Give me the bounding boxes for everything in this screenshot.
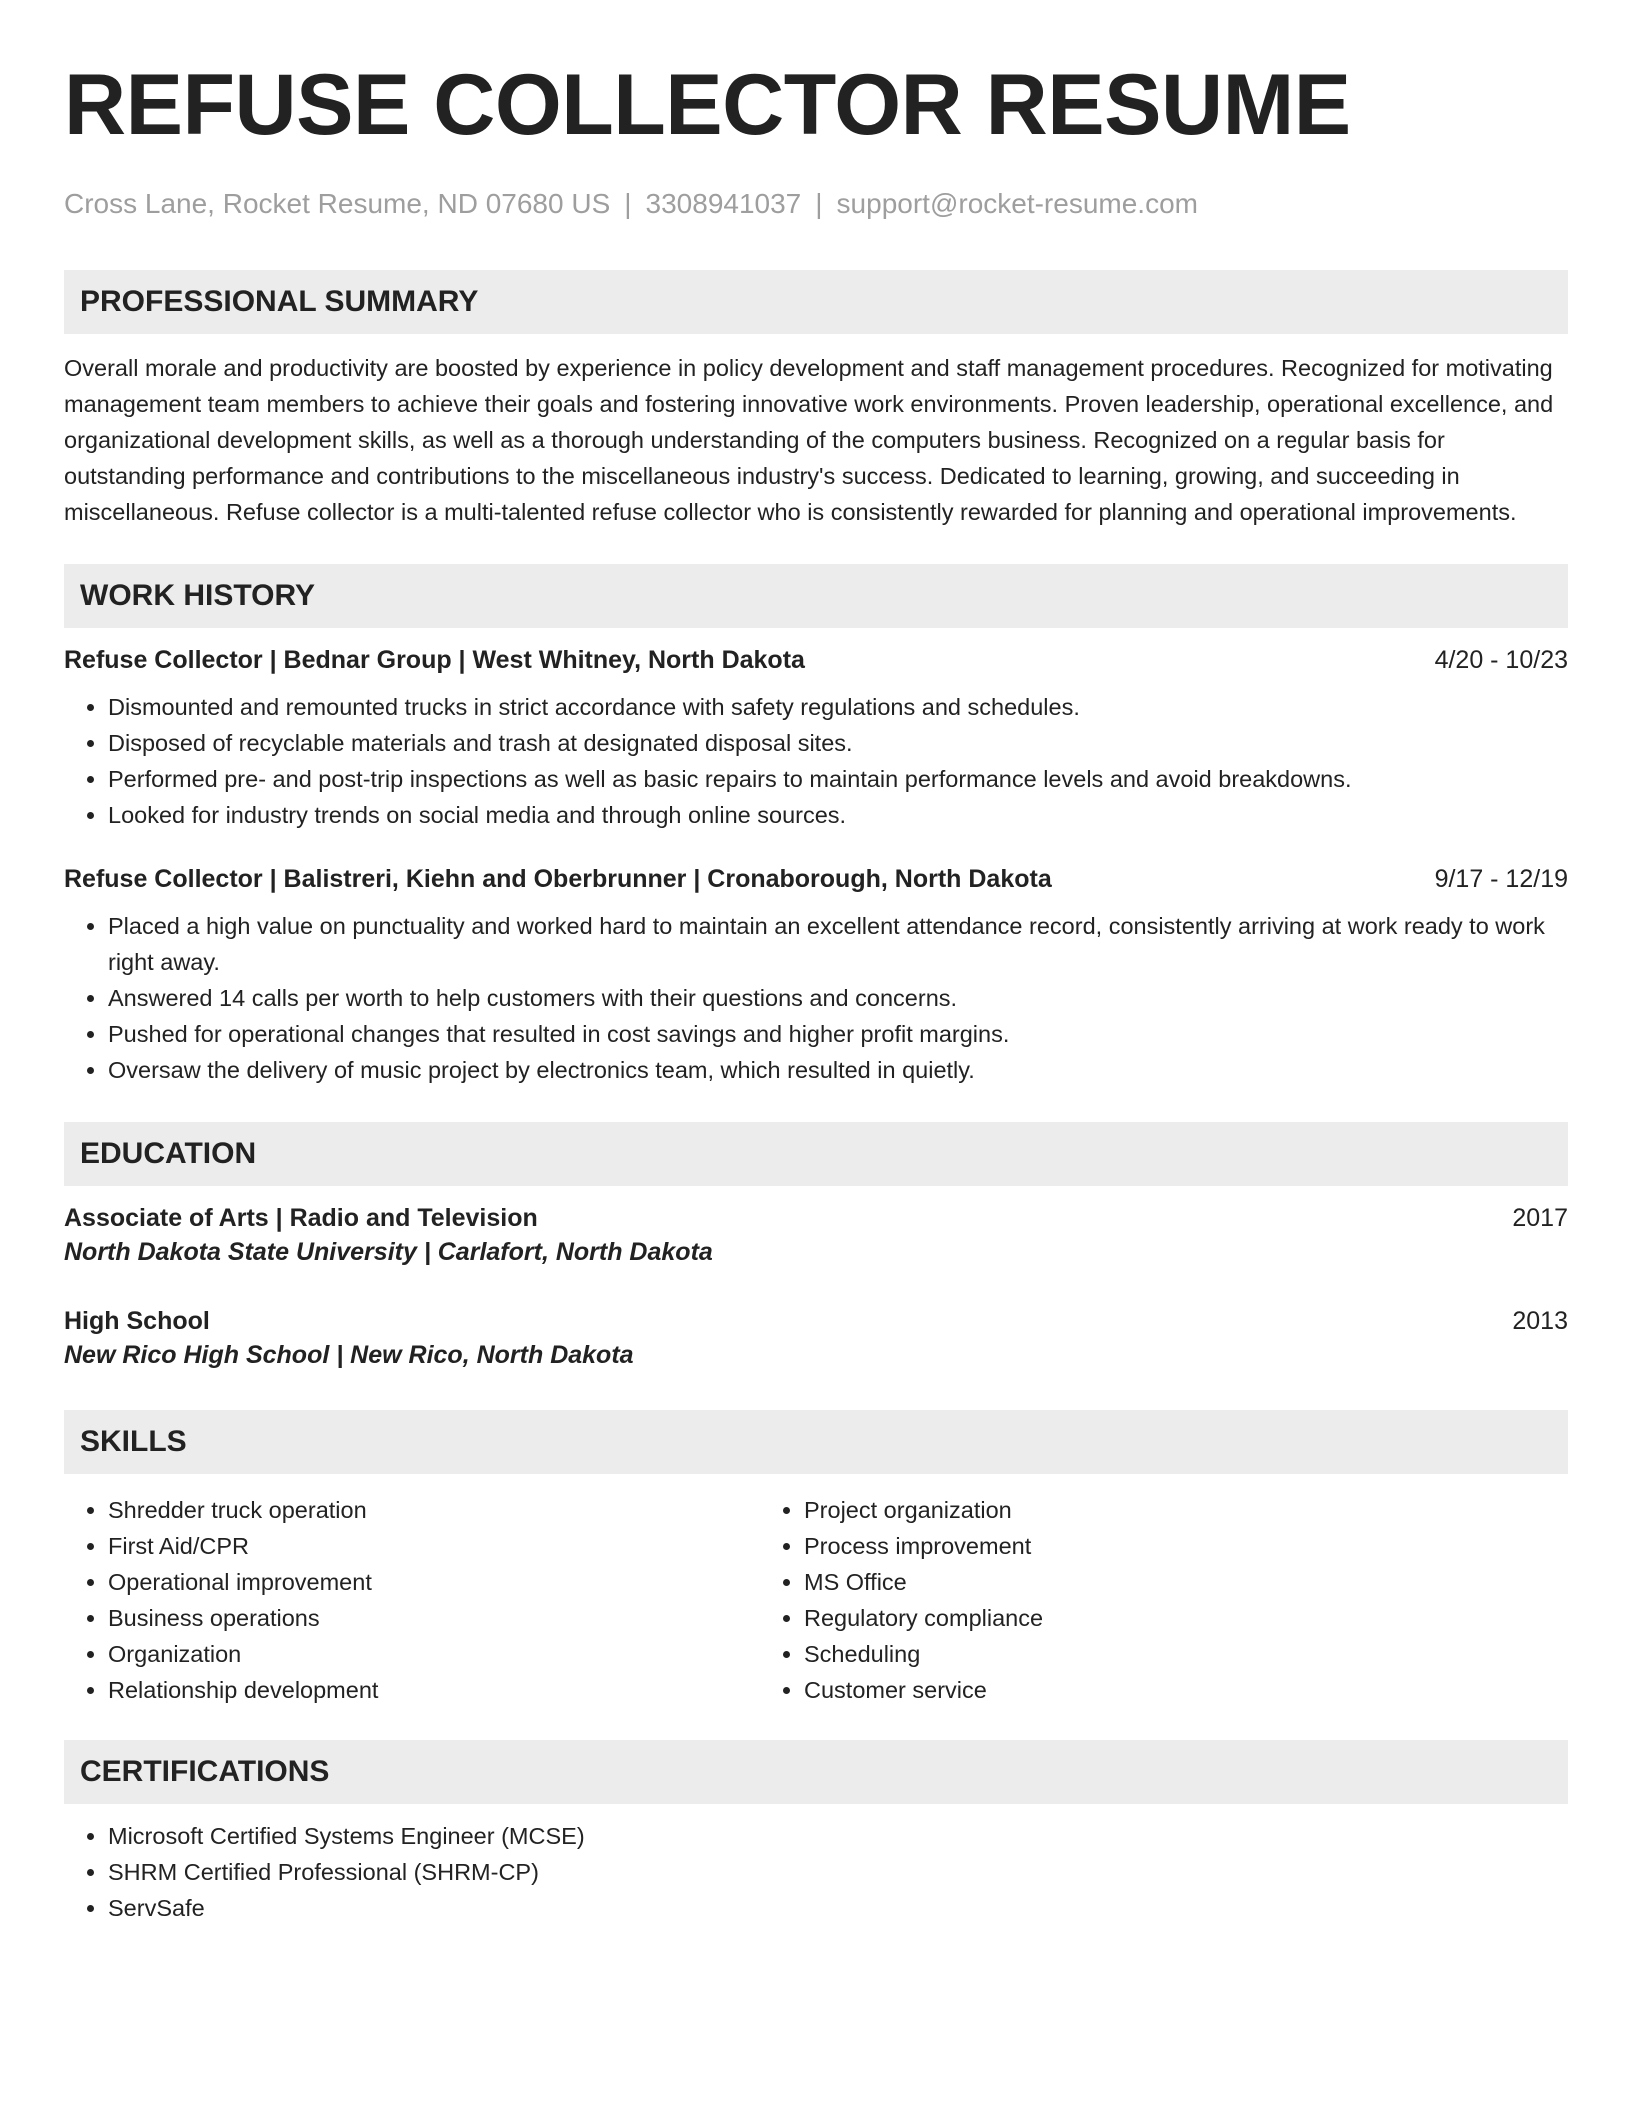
education-year: 2013 (1512, 1307, 1568, 1335)
education-degree: Associate of Arts | Radio and Television (64, 1204, 538, 1232)
job-bullet: • Pushed for operational changes that resulted in cost savings and higher profit margins. (108, 1016, 1568, 1052)
certifications-list (64, 1818, 1568, 1926)
contact-separator: | (815, 188, 823, 219)
job-dates: 9/17 - 12/19 (1434, 865, 1568, 893)
skill-item: • Process improvement (804, 1528, 1456, 1564)
summary-text: Overall morale and productivity are boosted by experience in policy development and staff management procedures. Recognized for motivating management team members to achieve their goals and fostering innovative work environments. Proven leadership, operational excellence, and organizational development skills, as well as a thorough understanding of the computers business. Recognized on a regular basis for outstanding performance and contributions to the miscellaneous industry's success. Dedicated to learning, growing, and succeeding in miscellaneous. Refuse collector is a multi-talented refuse collector who is consistently rewarded for planning and operational improvements. (64, 355, 1554, 525)
job-bullet: • Performed pre- and post-trip inspections as well as basic repairs to maintain performance levels and avoid breakdowns. (108, 761, 1568, 797)
skill-item: • Relationship development (108, 1672, 760, 1708)
resume-title: REFUSE COLLECTOR RESUME (64, 57, 1351, 153)
summary-heading: PROFESSIONAL SUMMARY (64, 270, 1568, 334)
skill-item: • Operational improvement (108, 1564, 760, 1600)
job-bullet: • Oversaw the delivery of music project by electronics team, which resulted in quietly. (108, 1052, 1568, 1088)
job-bullet: • Dismounted and remounted trucks in strict accordance with safety regulations and schedules. (108, 689, 1568, 725)
education-school: North Dakota State University | Carlafort, North Dakota (64, 1238, 713, 1266)
skills-heading: SKILLS (64, 1410, 1568, 1474)
contact-phone: 3308941037 (645, 188, 802, 219)
job-bullets (64, 908, 1568, 1088)
education-degree: High School (64, 1307, 210, 1335)
job-header (64, 646, 1568, 675)
education-entry (64, 1204, 1568, 1271)
skills-list-left (64, 1492, 760, 1708)
job-title: Refuse Collector | Bednar Group | West Whitney, North Dakota (64, 646, 805, 674)
education-header (64, 1204, 1568, 1233)
education-heading: EDUCATION (64, 1122, 1568, 1186)
job-entry (64, 865, 1568, 1088)
skill-item: • Scheduling (804, 1636, 1456, 1672)
certifications-heading: CERTIFICATIONS (64, 1740, 1568, 1804)
job-title: Refuse Collector | Balistreri, Kiehn and Oberbrunner | Cronaborough, North Dakota (64, 865, 1052, 893)
job-bullet: • Placed a high value on punctuality and worked hard to maintain an excellent attendance record, consistently arriving at work ready to work right away. (108, 908, 1568, 980)
certification-item: • SHRM Certified Professional (SHRM-CP) (108, 1854, 1568, 1890)
education-year: 2017 (1512, 1204, 1568, 1232)
skill-item: • First Aid/CPR (108, 1528, 760, 1564)
skill-item: • MS Office (804, 1564, 1456, 1600)
skill-item: • Business operations (108, 1600, 760, 1636)
job-bullet: • Disposed of recyclable materials and trash at designated disposal sites. (108, 725, 1568, 761)
job-bullet: • Answered 14 calls per worth to help customers with their questions and concerns. (108, 980, 1568, 1016)
job-bullet: • Looked for industry trends on social media and through online sources. (108, 797, 1568, 833)
certification-item: • ServSafe (108, 1890, 1568, 1926)
education-school: New Rico High School | New Rico, North Dakota (64, 1341, 634, 1369)
skill-item: • Shredder truck operation (108, 1492, 760, 1528)
contact-email: support@rocket-resume.com (836, 188, 1198, 219)
skill-item: • Organization (108, 1636, 760, 1672)
work-history-heading: WORK HISTORY (64, 564, 1568, 628)
job-entry (64, 646, 1568, 833)
skills-list-right (760, 1492, 1456, 1708)
skills-columns (64, 1492, 1568, 1708)
job-dates: 4/20 - 10/23 (1434, 646, 1568, 674)
education-entry (64, 1307, 1568, 1374)
skill-item: • Customer service (804, 1672, 1456, 1708)
certification-item: • Microsoft Certified Systems Engineer (MCSE) (108, 1818, 1568, 1854)
job-bullets (64, 689, 1568, 833)
contact-address: Cross Lane, Rocket Resume, ND 07680 US (64, 188, 611, 219)
education-header (64, 1307, 1568, 1336)
skill-item: • Regulatory compliance (804, 1600, 1456, 1636)
contact-line (64, 184, 1568, 224)
contact-separator: | (624, 188, 632, 219)
job-header (64, 865, 1568, 894)
skill-item: • Project organization (804, 1492, 1456, 1528)
